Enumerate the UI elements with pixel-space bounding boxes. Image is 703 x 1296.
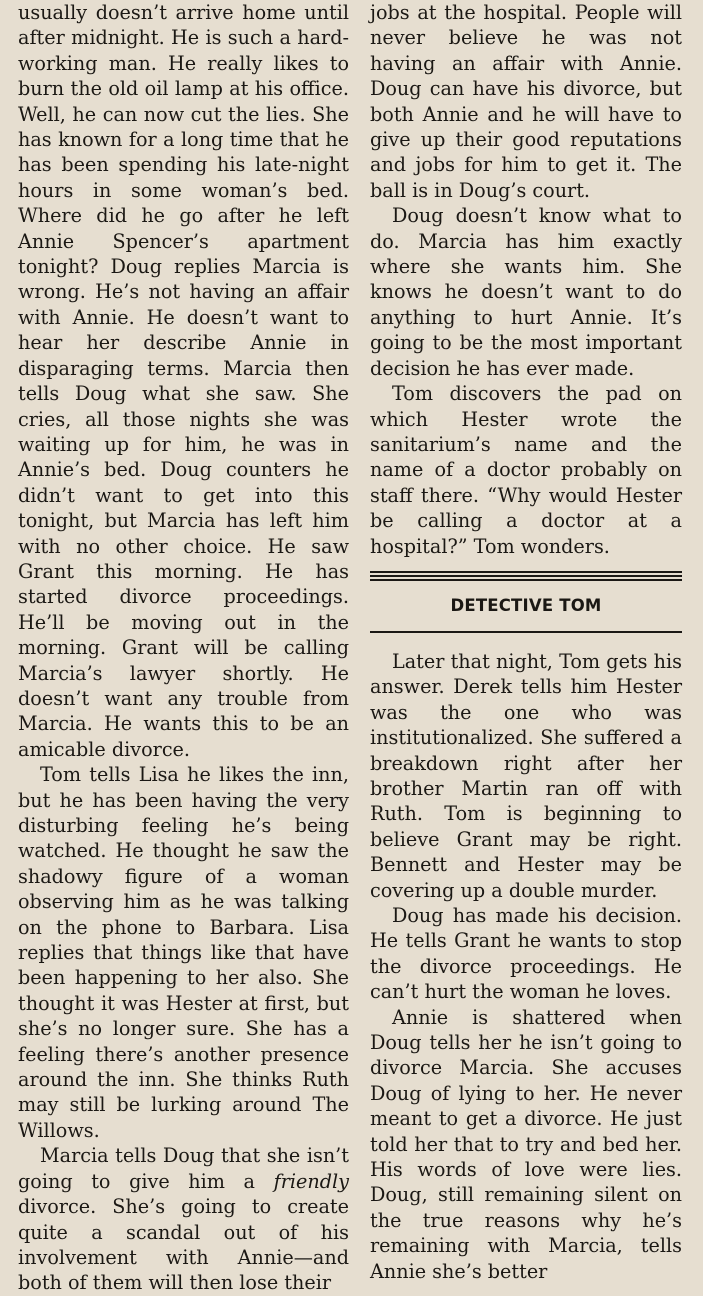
paragraph: [18, 1143, 349, 1295]
section-heading: DETECTIVE TOM: [450, 595, 602, 615]
paragraph: Annie is shattered when Doug tells her he isn’t going to divorce Marcia. She accuses Doug of lying to her. He never meant to get a divorce. He just told her that to try and bed her. His words of love were lies. Doug, still remaining silent on the true reasons why he’s remaining with Marcia, tells Annie she’s better: [370, 1005, 682, 1283]
paragraph: jobs at the hospital. People will never believe he was not having an affair with Annie. Doug can have his divorce, but both Annie and he will have to give up their good reputations and jobs for him to get it. The ball is in Doug’s court.: [370, 1, 682, 202]
divider-line: [370, 571, 682, 573]
paragraph: Doug doesn’t know what to do. Marcia has him exactly where she wants him. She knows he doesn’t want to do anything to hurt Annie. It’s going to be the most important decision he has ever made.: [370, 204, 682, 380]
paragraph-text: Marcia tells Doug that she isn’t going to give him a: [18, 1144, 349, 1193]
paragraph: usually doesn’t arrive home until after midnight. He is such a hard-working man. He really likes to burn the old oil lamp at his office. Well, he can now cut the lies. She has known for a long time that he has been spending his late-night hours in some woman’s bed. Where did he go after he left Annie Spencer’s apartment tonight? Doug replies Marcia is wrong. He’s not having an affair with Annie. He doesn’t want to hear her describe Annie in disparaging terms. Marcia then tells Doug what she saw. She cries, all those nights she was waiting up for him, he was in Annie’s bed. Doug counters he didn’t want to get into this tonight, but Marcia has left him with no other choice. He saw Grant this morning. He has started divorce proceedings. He’ll be moving out in the morning. Grant will be calling Marcia’s lawyer shortly. He doesn’t want any trouble from Marcia. He wants this to be an amicable divorce.: [18, 1, 349, 761]
divider-line: [370, 575, 682, 577]
paragraph-text: divorce. She’s going to create quite a scandal out of his involvement with Annie—and both of them will then lose their: [18, 1195, 349, 1295]
section-divider: [370, 571, 682, 581]
italic-word: friendly: [273, 1169, 349, 1193]
paragraph: Tom tells Lisa he likes the inn, but he has been having the very disturbing feeling he’s being watched. He thought he saw the shadowy figure of a woman observing him as he was talking on the phone to Barbara. Lisa replies that things like that have been happening to her also. She thought it was Hester at first, but she’s no longer sure. She has a feeling there’s another presence around the inn. She thinks Ruth may still be lurking around The Willows.: [18, 763, 349, 1142]
right-column: [370, 0, 682, 1284]
divider-line: [370, 579, 682, 581]
paragraph: Later that night, Tom gets his answer. Derek tells him Hester was the one who was institutionalized. She suffered a breakdown right after her brother Martin ran off with Ruth. Tom is beginning to believe Grant may be right. Bennett and Hester may be covering up a double murder.: [370, 649, 682, 902]
paragraph: Doug has made his decision. He tells Grant he wants to stop the divorce proceedings. He can’t hurt the woman he loves.: [370, 904, 682, 1004]
paragraph: Tom discovers the pad on which Hester wrote the sanitarium’s name and the name of a doctor probably on staff there. “Why would Hester be calling a doctor at a hospital?” Tom wonders.: [370, 382, 682, 558]
heading-underline: [370, 631, 682, 633]
left-column: [18, 0, 349, 1296]
